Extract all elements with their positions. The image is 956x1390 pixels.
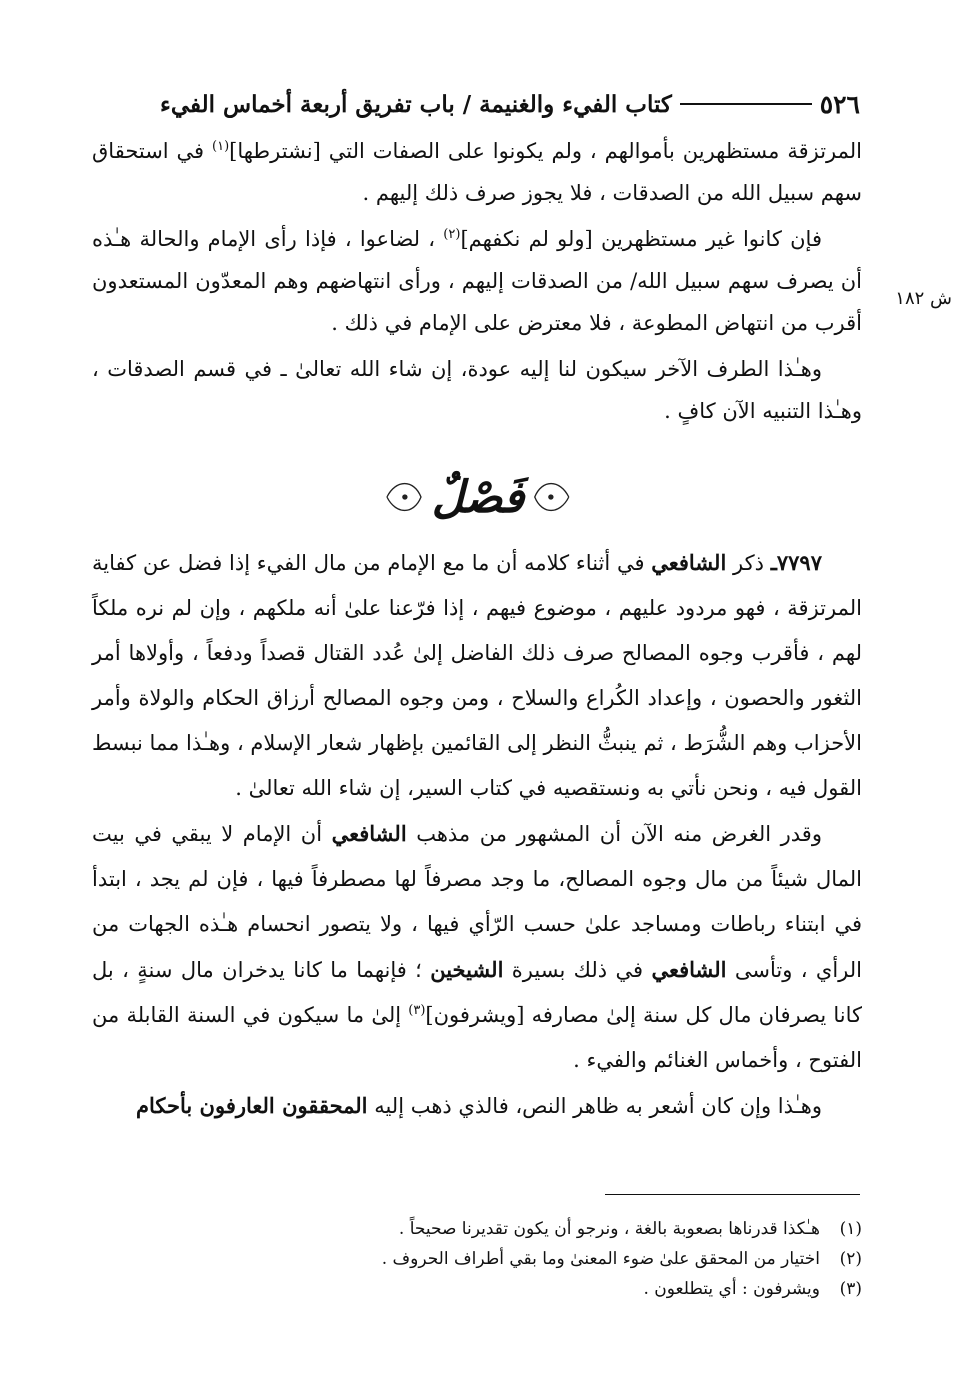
text-run: أن الإمام لا يبقي في بيت المال شيئاً من مال وجوه المصالح، ما وجد مصرفاً لها مصطرفاً فيها ، فإن لم يجد ، ابتدأ في ابتناء رباطات ومساجد علىٰ حسب الرّأي فيها ، ولا يتصور انحسام هـٰذه الجهات من الرأي ، وتأسى [92,822,862,982]
paragraph-3: وهـٰذا الطرف الآخر سيكون لنا إليه عودة، إن شاء الله تعالىٰ ـ في قسم الصدقات ، وهـٰذا التنبيه الآن كافٍ . [92,357,862,423]
footnote-text: هـٰكذا قدرناها بصعوبة بالغة ، ونرجو أن يكون تقديرنا صحيحاً . [398,1219,820,1239]
text-run: في أثناء كلامه أن ما مع الإمام من مال الفيء إذا فضل عن كفاية المرتزقة ، فهو مردود عليهم ، موضوع فيهم ، إذا فرّعنا علىٰ أنه ملكهم ، وإن لم نره ملكاً لهم ، فأقرب وجوه المصالح صرف ذلك الفاضل إلىٰ عُدد القتال قصداً ودفعاً ، وأولاها أمر الثغور والحصون ، وإعداد الكُراع والسلاح ، ومن وجوه المصالح أرزاق الحكام والولاة وأمر الأحزاب وهم الشُّرَط ، ثم ينبثُّ النظر إلى القائمين بإظهار شعار الإسلام ، وهـٰذا مما نبسط القول فيه ، ونحن نأتي به ونستقصيه في كتاب السير، إن شاء الله تعالىٰ . [92,551,862,800]
page-number: ٥٢٦ [819,89,860,119]
text-run: ، لضاعوا ، فإذا رأى الإمام والحالة هـٰذه أن يصرف سهم سبيل الله/ من الصدقات إليهم ، ورأى انتهاضهم وهم المعدّون المستعدون أقرب من انتهاض المطوعة ، فلا معترض على الإمام في ذلك . [92,227,862,335]
paragraph-5 [92,811,862,1083]
section-heading-text: فَصْلٌ [431,471,525,523]
footnote-mark: (١) [839,1219,862,1239]
footnote-3 [200,1274,862,1304]
ornament-right-icon [378,467,432,527]
footnote-text: ويشرفون : أي يتطلعون . [643,1279,820,1299]
header-rule [680,103,812,105]
bold-phrase: المحققون العارفون بأحكام [136,1093,368,1118]
footnote-mark: (٣) [839,1279,862,1299]
text-run: في ذلك بسيرة [503,958,652,982]
footnote-mark: (٢) [839,1249,862,1269]
body-text-bottom [92,540,862,1129]
name-shaykhayn: الشيخين [430,957,504,982]
paragraph-2 [92,218,862,344]
text-run: المرتزقة مستظهرين بأموالهم ، ولم يكونوا على الصفات التي [نشترطها] [229,139,863,163]
text-run: وهـٰذا وإن كان أشعر به ظاهر النص، فالذي ذهب إليه [367,1094,822,1118]
text-run: في استحقاق سهم سبيل الله من الصدقات ، فلا يجوز صرف ذلك إليهم . [92,139,862,205]
text-run: ؛ فإنهما ما كانا يدخران مال سنةٍ ، بل كانا يصرفان مال كل سنة إلىٰ مصارفه [ويشرفون] [92,958,863,1027]
name-shafii: الشافعي [651,550,727,575]
running-title: كتاب الفيء والغنيمة / باب تفريق أربعة أخماس الفيء [160,90,672,118]
paragraph-7797 [92,540,862,811]
footnote-ref-2: (٢) [443,227,461,242]
footnote-text: اختيار من المحقق علىٰ ضوء المعنىٰ وما بقي أطراف الحروف . [381,1249,820,1269]
issue-number: ٧٧٩٧ـ [770,550,822,575]
name-shafii: الشافعي [331,821,407,846]
footnotes [200,1214,862,1304]
text-run: فإن كانوا غير مستظهرين [ولو لم نكفهم] [460,227,822,251]
paragraph-6 [92,1083,862,1129]
footnote-ref-1: (١) [212,139,230,154]
footnote-1 [200,1214,862,1244]
ornament-left-icon [524,467,578,527]
text-run: وقدر الغرض منه الآن أن المشهور من مذهب [406,822,822,846]
paragraph-1 [92,130,862,214]
text-run: ذكر [726,551,771,575]
section-heading [378,462,578,532]
margin-manuscript-ref: ش ١٨٢ [895,288,952,309]
body-text-top [92,130,862,432]
text-run: إلىٰ ما سيكون في السنة القابلة من الفتوح ، وأخماس الغنائم والفيء . [92,1003,862,1072]
footnote-2 [200,1244,862,1274]
name-shafii: الشافعي [651,957,727,982]
footnote-separator [605,1194,860,1195]
running-header [160,84,860,124]
footnote-ref-3: (٣) [408,1003,426,1018]
